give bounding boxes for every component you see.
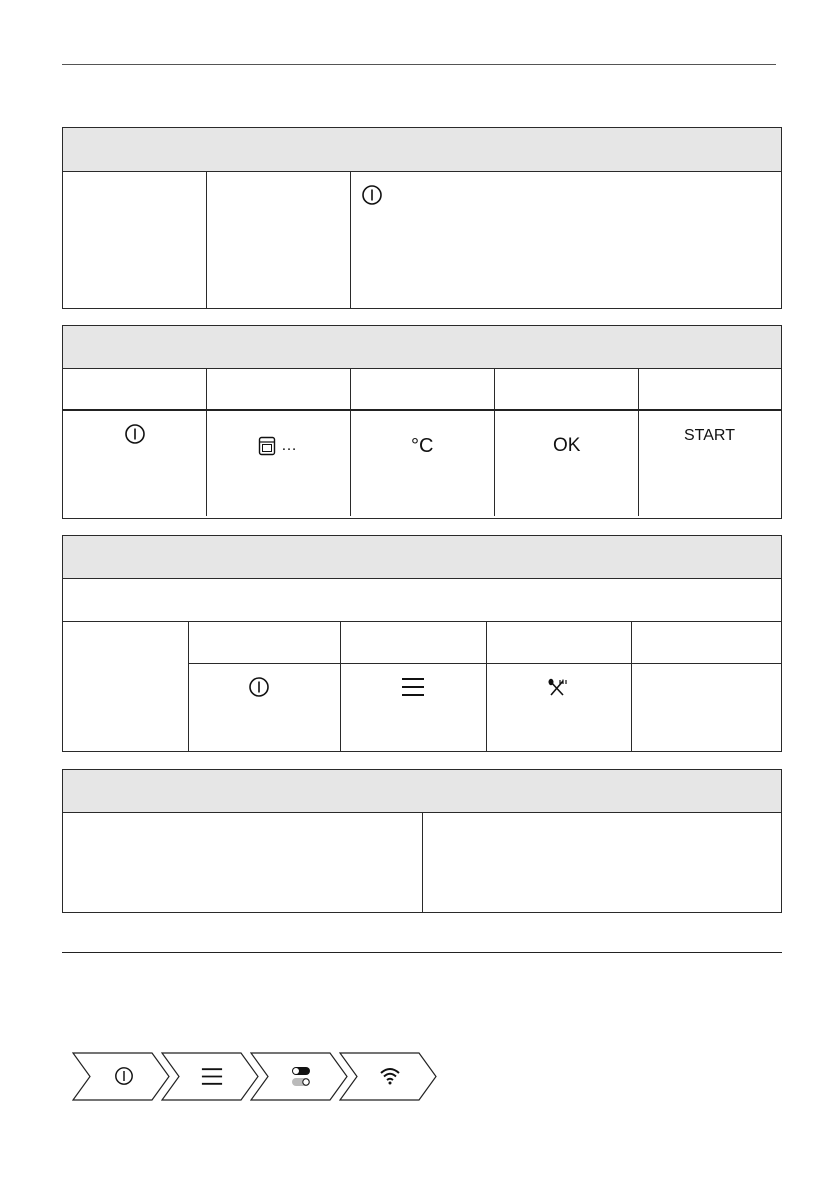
table-row: [63, 411, 781, 516]
table-cell: [639, 369, 781, 409]
table-buttons: [62, 325, 782, 519]
table-cell: [341, 622, 487, 663]
table-cell: [63, 813, 423, 912]
table-cell: [63, 172, 207, 308]
wifi-icon: [380, 1067, 400, 1085]
start-label: START: [684, 427, 735, 444]
table-header: [63, 128, 781, 172]
table-cell: [189, 622, 341, 663]
table-cell: [423, 813, 781, 912]
table-cell: [207, 411, 351, 516]
menu-icon: [201, 1067, 223, 1086]
table-cell: [63, 622, 189, 751]
table-row: [63, 622, 781, 751]
table-row: [63, 172, 781, 308]
table-header: [63, 770, 781, 813]
table-cell: [351, 411, 495, 516]
table-cell: [341, 664, 487, 751]
settings-toggle-icon: [291, 1066, 311, 1087]
step-arrow-settings: [250, 1052, 348, 1106]
ok-label: OK: [553, 435, 581, 456]
table-cell: [495, 411, 639, 516]
table-cell: [639, 411, 781, 516]
table-power: [62, 127, 782, 309]
table-cell: [632, 664, 781, 751]
table-cell: [63, 411, 207, 516]
table-cell: [495, 369, 639, 409]
power-icon: [361, 184, 383, 206]
menu-icon: [401, 677, 425, 697]
table-cell: [632, 622, 781, 663]
table-cell: [487, 664, 632, 751]
ellipsis-text: …: [281, 437, 297, 454]
step-arrow-wifi: [339, 1052, 437, 1106]
table-row: [63, 579, 781, 622]
table-menu: [62, 535, 782, 752]
table-cell: [351, 369, 495, 409]
table-cell: [351, 172, 781, 308]
table-header: [63, 326, 781, 369]
step-arrow-power: [72, 1052, 170, 1106]
table-cell: [207, 369, 351, 409]
section-rule: [62, 952, 782, 953]
table-row: [189, 664, 781, 751]
table-row: [189, 622, 781, 664]
oven-icon: [258, 436, 276, 456]
table-cell: [189, 664, 341, 751]
power-icon: [124, 423, 146, 445]
table-info: [62, 769, 782, 913]
table-cell: [63, 369, 207, 409]
table-row: [63, 369, 781, 411]
header-rule: [62, 64, 776, 65]
celsius-icon: °C: [411, 434, 434, 457]
power-icon: [248, 676, 270, 698]
table-row: [63, 813, 781, 912]
power-icon: [114, 1066, 134, 1086]
table-header: [63, 536, 781, 579]
cutlery-icon: [547, 678, 567, 698]
step-arrow-menu: [161, 1052, 259, 1106]
table-cell: [487, 622, 632, 663]
table-cell: [207, 172, 351, 308]
